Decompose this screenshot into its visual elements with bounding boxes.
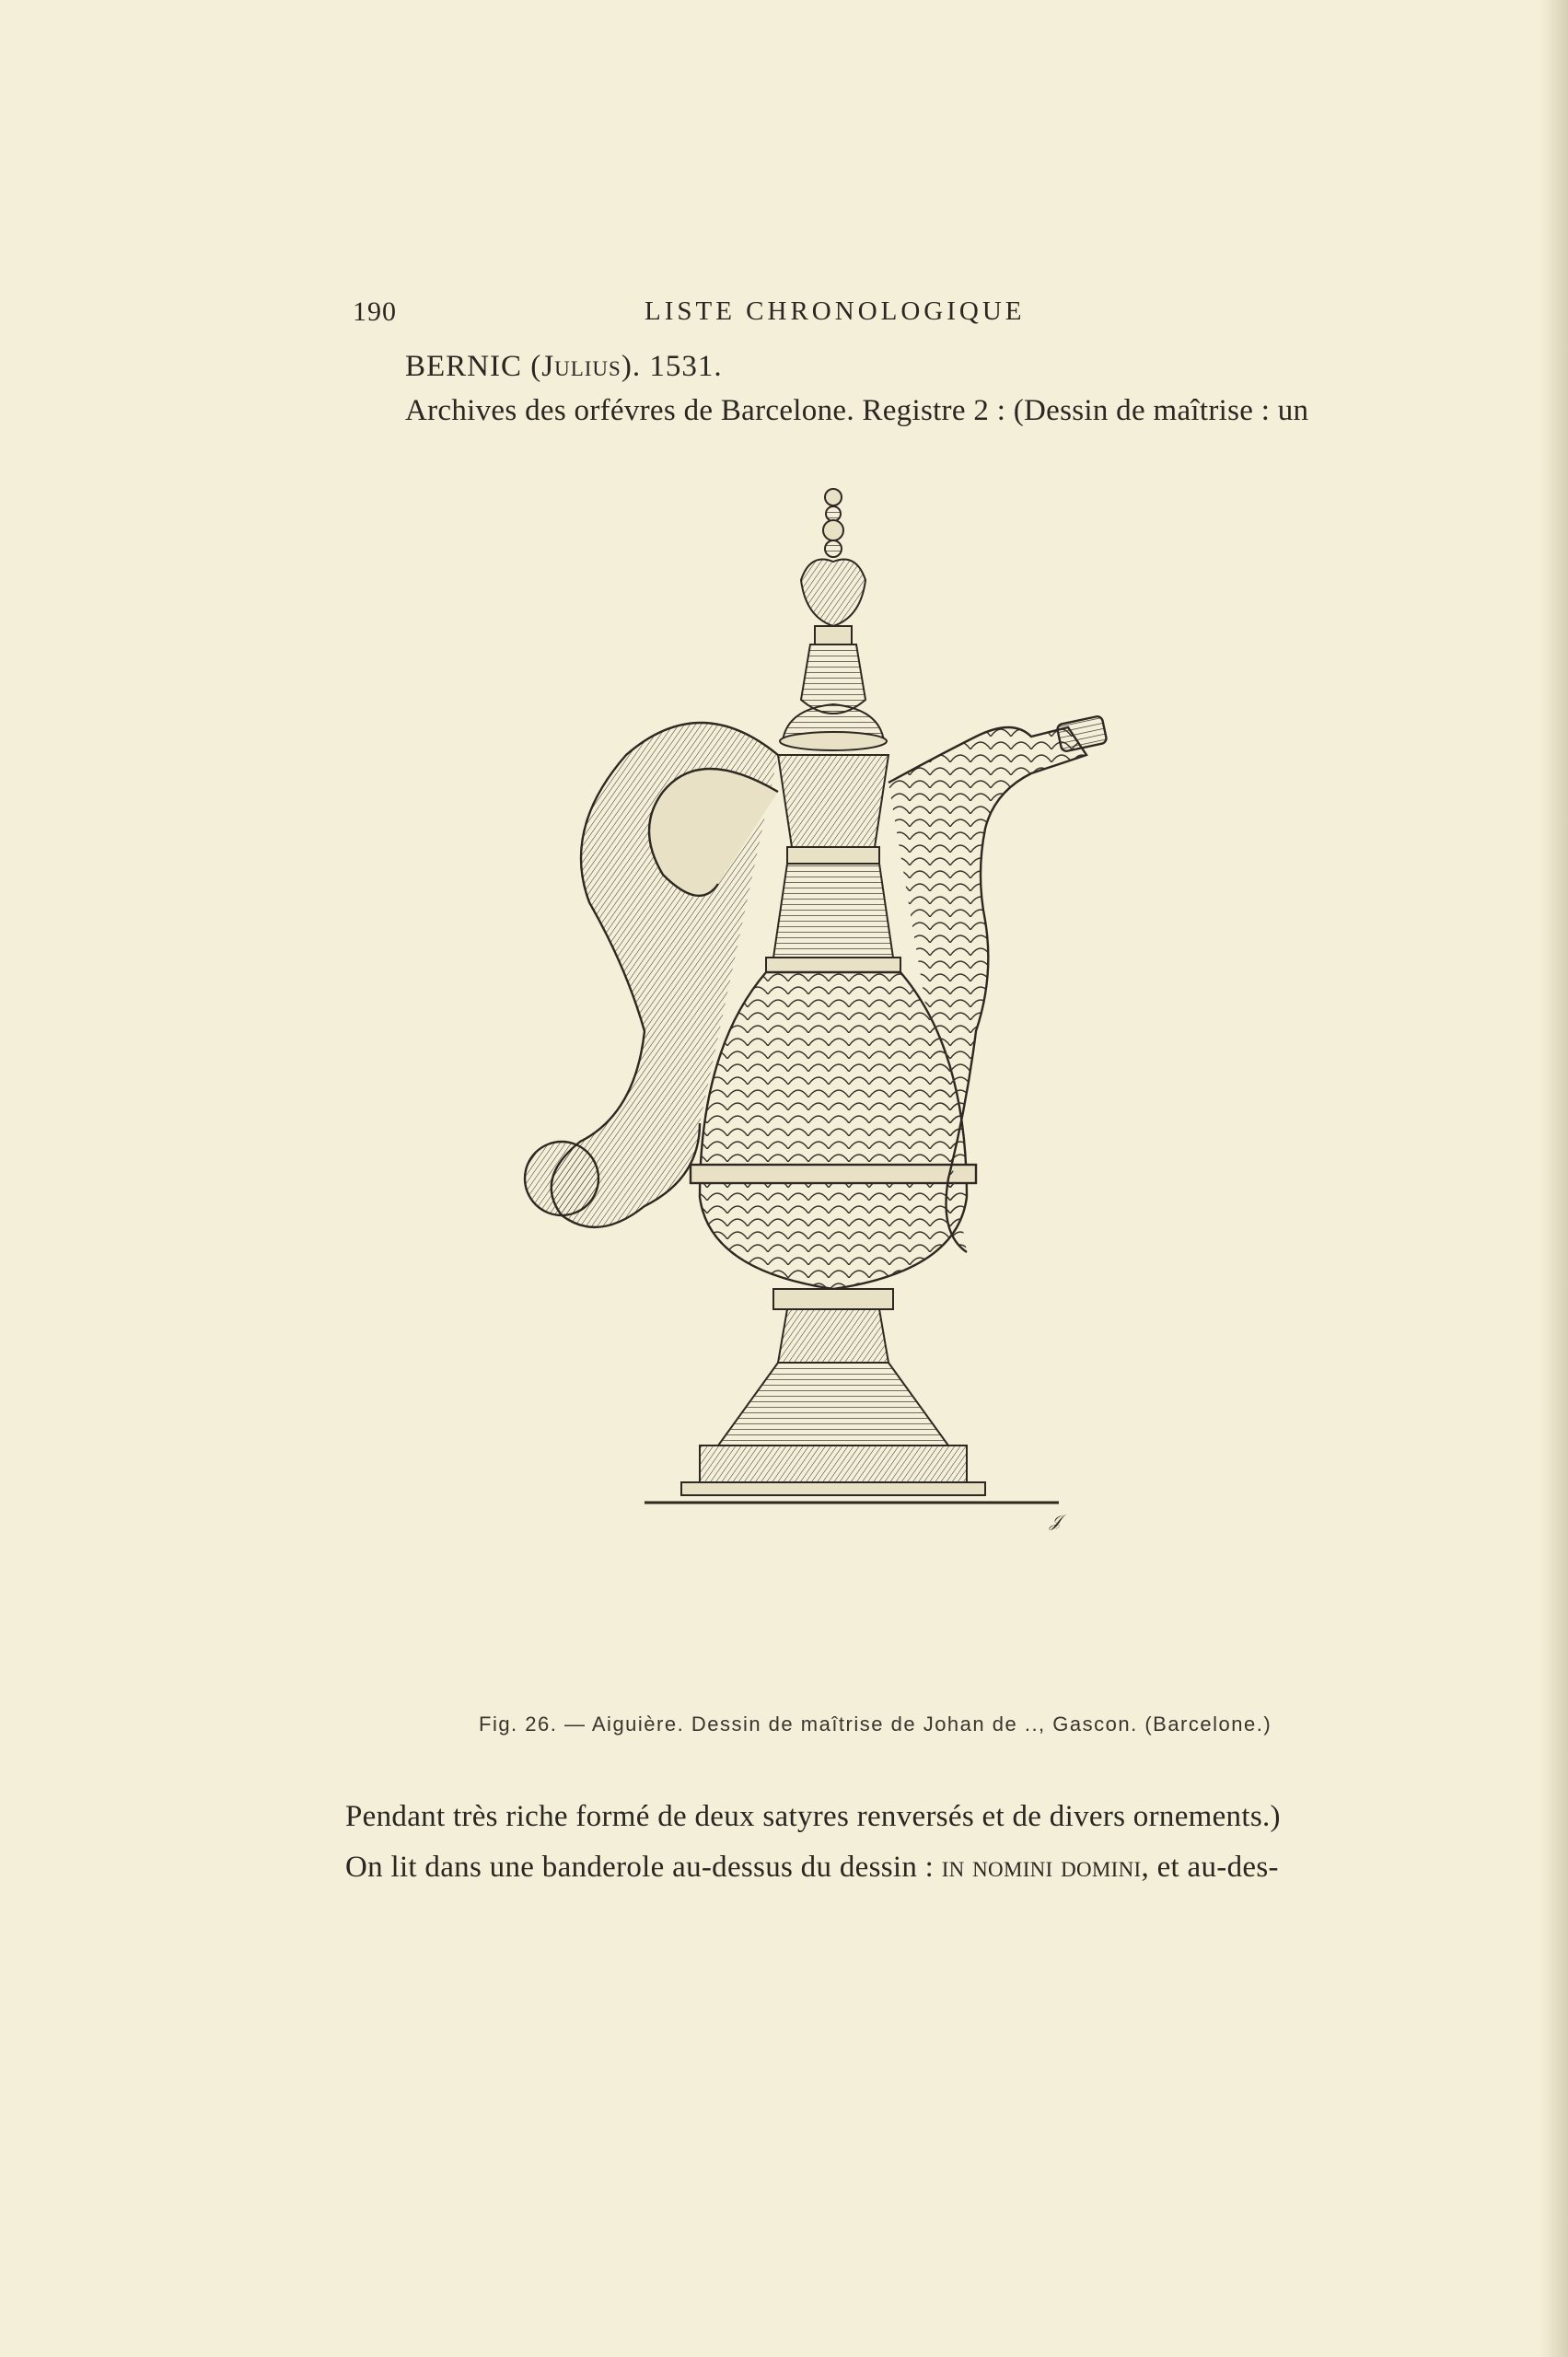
entry-first-name: (Julius) [530,350,633,383]
finial [801,489,865,714]
entry-name: BERNIC [405,350,523,383]
entry-heading [405,350,723,384]
entry-year: . 1531. [632,350,723,383]
ewer-illustration [424,479,1215,1685]
body-line-3-end: , et au-des- [1141,1851,1279,1884]
running-head: LISTE CHRONOLOGIQUE [645,296,1026,326]
ewer-foot [645,1289,1059,1503]
page-edge-shadow [1540,0,1568,2357]
figure-caption: Fig. 26. — Aiguière. Dessin de maîtrise de Johan de .., Gascon. (Barcelone.) [479,1713,1272,1736]
ewer-engraving [424,479,1215,1685]
body-line-3-smallcaps: in nomini domini [941,1851,1142,1884]
body-line-3-start: On lit dans une banderole au-dessus du dessin : [345,1851,942,1884]
artist-monogram: 𝒥 [1050,1512,1062,1530]
neck [766,755,900,972]
lid [780,704,887,750]
body-line-1: Archives des orfévres de Barcelone. Registre 2 : (Dessin de maîtrise : un [405,394,1309,427]
body-line-3 [345,1851,1279,1885]
page-number: 190 [353,296,397,327]
body-line-2: Pendant très riche formé de deux satyres renversés et de divers ornements.) [345,1800,1281,1833]
